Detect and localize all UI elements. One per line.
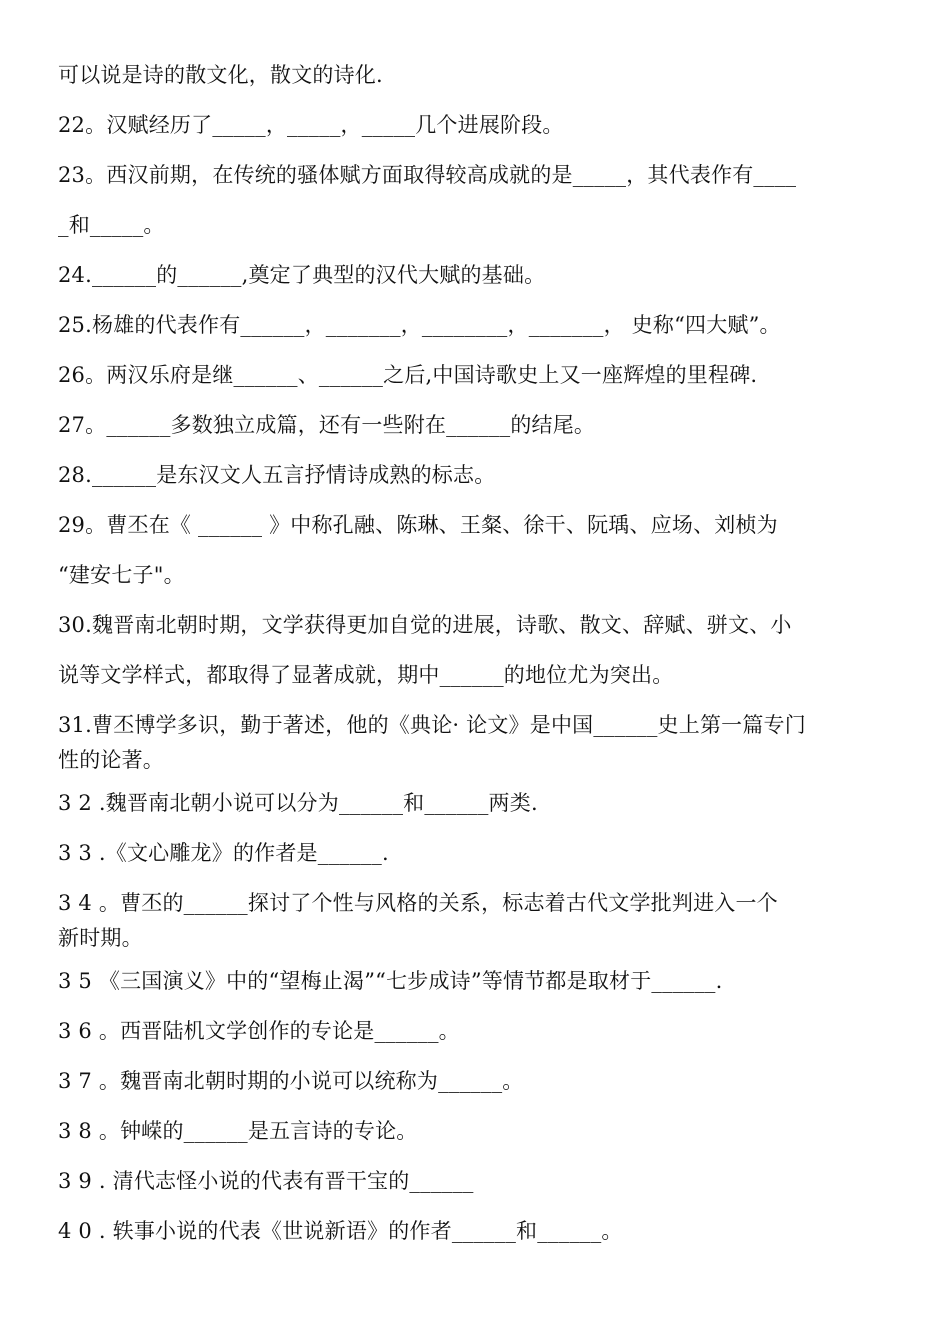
question-39: 3 9 . 清代志怪小说的代表有晋干宝的______ — [58, 1169, 474, 1193]
question-34: 3 4 。曹丕的______探讨了个性与风格的关系，标志着古代文学批判进入一个 — [58, 891, 778, 915]
question-31-cont: 性的论著。 — [58, 748, 164, 772]
question-25: 25.杨雄的代表作有______，_______，________，_______， 史称“四大赋”。 — [58, 313, 781, 337]
question-37: 3 7 。魏晋南北朝时期的小说可以统称为______。 — [58, 1069, 524, 1093]
question-24: 24.______的______,奠定了典型的汉代大赋的基础。 — [58, 263, 546, 287]
question-33: 3 3 .《文心雕龙》的作者是______. — [58, 841, 389, 865]
question-30: 30.魏晋南北朝时期，文学获得更加自觉的进展，诗歌、散文、辞赋、骈文、小 — [58, 613, 792, 637]
question-22: 22。汉赋经历了_____，_____，_____几个进展阶段。 — [58, 113, 564, 137]
question-23: 23。西汉前期，在传统的骚体赋方面取得较高成就的是_____，其代表作有____ — [58, 163, 797, 187]
question-34-cont: 新时期。 — [58, 926, 143, 950]
question-38: 3 8 。钟嵘的______是五言诗的专论。 — [58, 1119, 418, 1143]
question-30-cont: 说等文学样式，都取得了显著成就，期中______的地位尤为突出。 — [58, 663, 674, 687]
question-29: 29。曹丕在《 ______ 》中称孔融、陈琳、王粲、徐干、阮瑀、应场、刘桢为 — [58, 513, 778, 537]
question-36: 3 6 。西晋陆机文学创作的专论是______。 — [58, 1019, 460, 1043]
question-28: 28.______是东汉文人五言抒情诗成熟的标志。 — [58, 463, 496, 487]
question-32: 3 2 .魏晋南北朝小说可以分为______和______两类. — [58, 791, 538, 815]
question-26: 26。两汉乐府是继______、______之后,中国诗歌史上又一座辉煌的里程碑. — [58, 363, 758, 387]
text-line-1: 可以说是诗的散文化，散文的诗化. — [58, 63, 383, 87]
question-35: 3 5 《三国演义》中的“望梅止渴”“七步成诗”等情节都是取材于______. — [58, 969, 723, 993]
question-27: 27。______多数独立成篇，还有一些附在______的结尾。 — [58, 413, 596, 437]
question-31: 31.曹丕博学多识，勤于著述，他的《典论· 论文》是中国______史上第一篇专门 — [58, 713, 806, 737]
question-23-cont: _和_____。 — [58, 213, 165, 237]
question-29-cont: “建安七子"。 — [58, 563, 185, 587]
question-40: 4 0 . 轶事小说的代表《世说新语》的作者______和______。 — [58, 1219, 623, 1243]
